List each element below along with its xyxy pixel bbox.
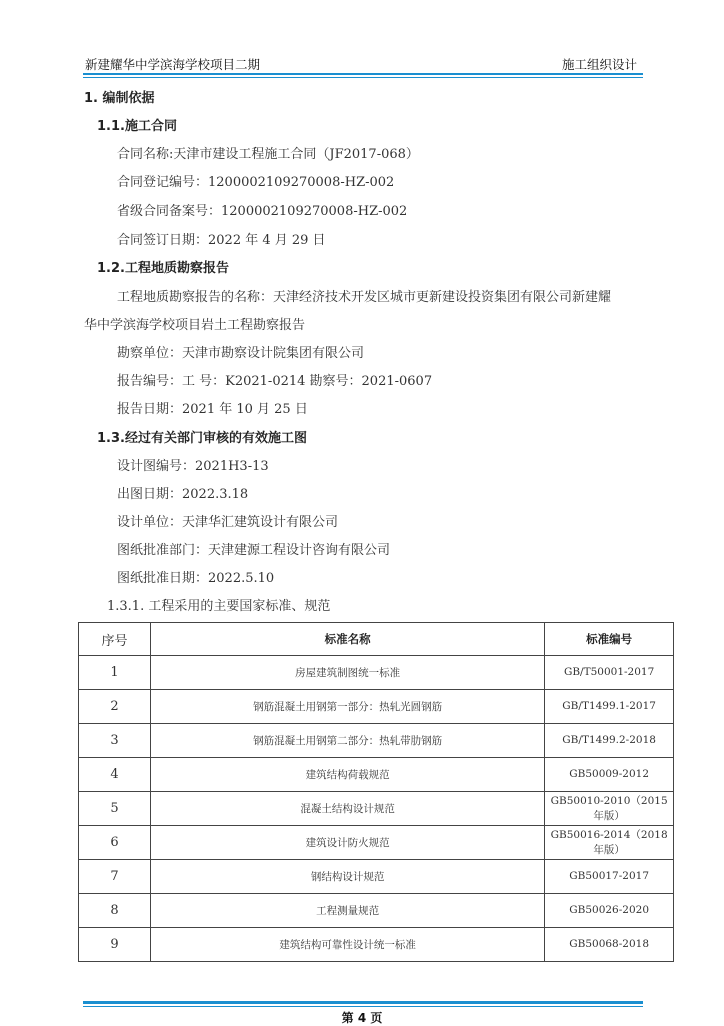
row-no: 7 [79,860,151,894]
table-row [79,826,674,860]
table-row [79,724,674,758]
row-no: 4 [79,758,151,792]
col-header-no: 序号 [79,623,151,656]
row-code: GB50016-2014（2018年版） [545,826,674,860]
table-row [79,928,674,962]
approval-department: 图纸批准部门：天津建源工程设计咨询有限公司 [117,543,391,558]
row-code: GB50068-2018 [545,928,674,962]
drawing-issue-date: 出图日期：2022.3.18 [117,487,249,502]
header-project-name: 新建耀华中学滨海学校项目二期 [85,57,261,72]
footer-rule [83,1001,643,1004]
footer-rule-thin [83,1006,643,1007]
row-name: 建筑结构可靠性设计统一标准 [150,928,544,962]
survey-report-number: 报告编号：工 号：K2021-0214 勘察号：2021-0607 [117,374,433,389]
row-code: GB50026-2020 [545,894,674,928]
row-no: 6 [79,826,151,860]
page-number: 第 4 页 [341,1011,383,1025]
survey-report-name-line1: 工程地质勘察报告的名称：天津经济技术开发区城市更新建设投资集团有限公司新建耀 [117,290,612,305]
col-header-name: 标准名称 [150,623,544,656]
table-row [79,792,674,826]
standards-table [78,622,674,962]
row-no: 2 [79,690,151,724]
table-row [79,690,674,724]
section-title-1-1: 1.1.施工合同 [97,119,177,134]
contract-name: 合同名称:天津市建设工程施工合同（JF2017-068） [117,147,419,162]
survey-report-name-line2: 华中学滨海学校项目岩土工程勘察报告 [84,318,306,333]
contract-registration-number: 合同登记编号：1200002109270008-HZ-002 [117,175,395,190]
design-unit: 设计单位：天津华汇建筑设计有限公司 [117,515,339,530]
row-name: 钢筋混凝土用钢第一部分：热轧光圆钢筋 [150,690,544,724]
table-row [79,758,674,792]
survey-report-date: 报告日期：2021 年 10 月 25 日 [117,402,308,417]
header-rule [83,73,643,75]
row-name: 混凝土结构设计规范 [150,792,544,826]
section-title-1-3: 1.3.经过有关部门审核的有效施工图 [97,431,307,446]
table-row [79,860,674,894]
row-name: 建筑设计防火规范 [150,826,544,860]
row-code: GB50017-2017 [545,860,674,894]
survey-unit: 勘察单位：天津市勘察设计院集团有限公司 [117,346,365,361]
approval-date: 图纸批准日期：2022.5.10 [117,571,275,586]
row-no: 1 [79,656,151,690]
section-title-1: 1. 编制依据 [84,91,155,106]
row-no: 5 [79,792,151,826]
row-name: 工程测量规范 [150,894,544,928]
row-name: 钢结构设计规范 [150,860,544,894]
page-header [83,52,643,74]
row-code: GB50009-2012 [545,758,674,792]
row-no: 3 [79,724,151,758]
drawing-number: 设计图编号：2021H3-13 [117,459,269,474]
row-no: 9 [79,928,151,962]
row-code: GB/T50001-2017 [545,656,674,690]
header-doc-type: 施工组织设计 [561,57,637,72]
contract-sign-date: 合同签订日期：2022 年 4 月 29 日 [117,233,326,248]
section-title-1-2: 1.2.工程地质勘察报告 [97,261,229,276]
row-code: GB50010-2010（2015年版） [545,792,674,826]
row-code: GB/T1499.1-2017 [545,690,674,724]
row-name: 房屋建筑制图统一标准 [150,656,544,690]
table-row [79,894,674,928]
contract-filing-number: 省级合同备案号：1200002109270008-HZ-002 [117,204,408,219]
header-rule-thin [83,77,643,78]
row-code: GB/T1499.2-2018 [545,724,674,758]
row-no: 8 [79,894,151,928]
row-name: 建筑结构荷载规范 [150,758,544,792]
row-name: 钢筋混凝土用钢第二部分：热轧带肋钢筋 [150,724,544,758]
table-row [79,656,674,690]
col-header-code: 标准编号 [545,623,674,656]
table-header-row [79,623,674,656]
subsection-title-1-3-1: 1.3.1. 工程采用的主要国家标准、规范 [107,599,331,614]
